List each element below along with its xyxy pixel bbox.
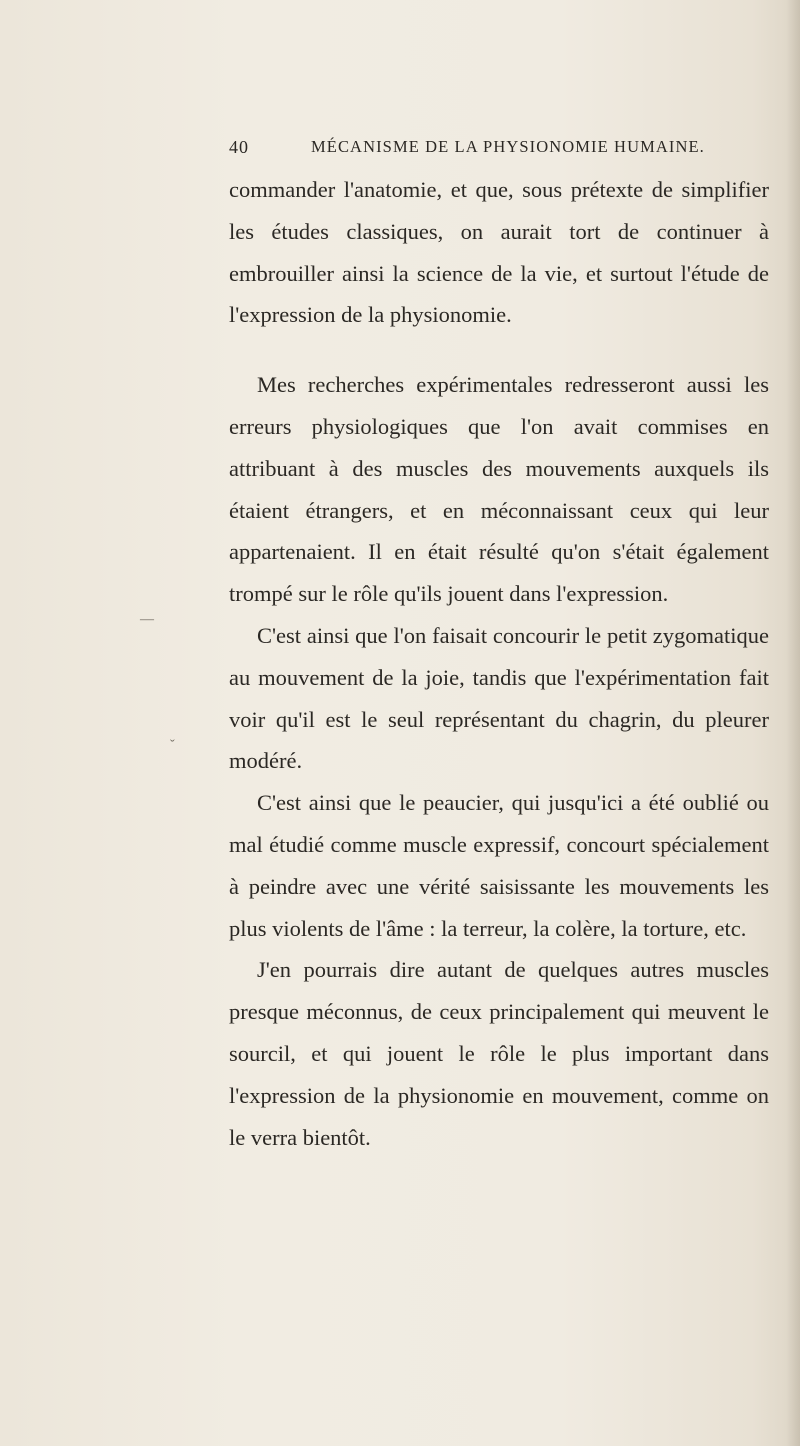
running-head [229,137,769,161]
page-edge-shadow [786,0,800,1446]
paragraph-peaucier: C'est ainsi que le peaucier, qui jusqu'ici a été oublié ou mal étudié comme muscle expressif, concourt spécialement à peindre avec une vérité saisissante les mouvements les plus violents de l'âme : la terreur, la colère, la torture, etc. [229,790,769,941]
paragraph-sourcil: J'en pourrais dire autant de quelques autres muscles presque méconnus, de ceux principalement qui meuvent le sourcil, et qui jouent le rôle le plus important dans l'expression de la physionomie en mouvement, comme on le verra bientôt. [229,957,769,1150]
margin-mark: ˇ [170,738,175,753]
paragraph-continuation: commander l'anatomie, et que, sous prétexte de simplifier les études classiques, on aurait tort de continuer à embrouiller ainsi la science de la vie, et surtout l'étude de l'expression de la physionomie. [229,177,769,328]
paragraph-recherches: Mes recherches expérimentales redresseront aussi les erreurs physiologiques que l'on avait commises en attribuant à des muscles des mouvements auxquels ils étaient étrangers, et en méconnaissant ceux qui leur appartenaient. Il en était résulté qu'on s'était également trompé sur le rôle qu'ils jouent dans l'expression. [229,372,769,607]
body-text [229,169,769,1158]
paragraph-zygomatique: C'est ainsi que l'on faisait concourir le petit zygomatique au mouvement de la joie, tandis que l'expérimentation fait voir qu'il est le seul représentant du chagrin, du pleurer modéré. [229,622,769,774]
margin-mark: — [140,612,154,627]
page-number: 40 [229,137,249,157]
running-title: MÉCANISME DE LA PHYSIONOMIE HUMAINE. [311,137,705,156]
